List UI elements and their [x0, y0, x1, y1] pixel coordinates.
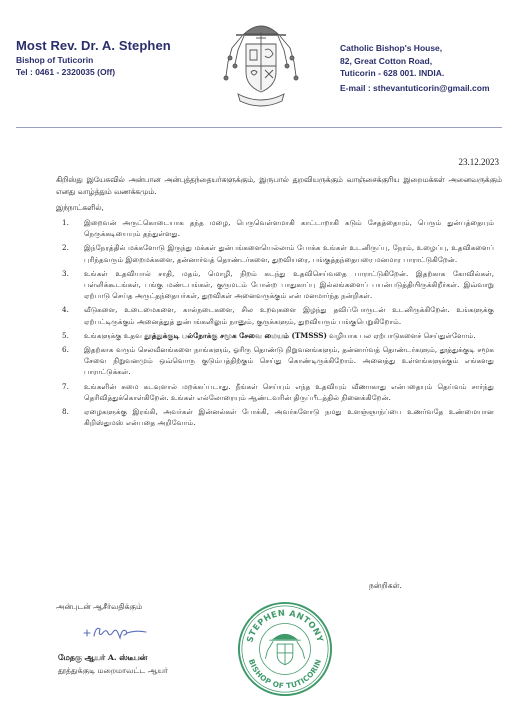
signer-name: மேதகு ஆயர் A. ஸ்டீபன் [58, 653, 148, 662]
list-item: 8. ஏழைகளுக்கு இரங்கி, அவர்கள் இன்னல்கள் போக்கி, அவர்களோடு நமது உளஞ்ஞாந்ப்பை உணர்வதே உண்மையான கிறிஸ்துமஸ் என்பதை அறிவோம். [62, 407, 494, 428]
list-item: 3. உங்கள் உதவியால் சாதி, மதம், மொழி, நிறம் கடந்து உதவிசெய்வதை பாராட்டுகிறேன். இதற்காக கோவில்கள், பள்ளிக்கூடங்கள், பங்கு மண்டபங்கள், குருமடம் போன்ற பாதுகாப்பு இல்லங்களைப் பயன்படுத்தியிருக்கிறீர்கள். இவ்வாறு ஏற்பாடு செய்த அருட்தந்தையர்கள், துறவிகள் அனைவருக்கும் என் மனமார்ந்த நன்றிகள். [62, 268, 494, 301]
telephone: Tel : 0461 - 2320035 (Off) [16, 67, 116, 77]
list-item: 1. இறைவன் அருட்கொடையாக தந்த மழை, பெருவெள்ளமாகி காட்டாறாகி கடும் சேதத்தையும், பெரும் துன்பத்தையும் நெருக்கடியையும் தந்துள்ளது. [62, 218, 494, 239]
list-item: 4. வீடுகளை, உடைமைகளை, கால்நடைகளை, சில உறவுகளை இழந்து தவிப்போருடன் உடனிருக்கிறேன். உங்களுக்கு ஏற்பட்டிருக்கும் அனைத்துத் துன்பங்களிலும் நானும், குருக்களும், துறவியரும் பங்குபெறுகிறோம். [62, 305, 494, 326]
address-line: Tuticorin - 628 001. INDIA. [340, 68, 445, 78]
letter-greeting: கிறிஸ்து இயேசுவில் அன்பான அன்புத்தந்தையர்களுக்கும், இருபால் துறவியருக்கும் வாஞ்சைக்குரிய இறைமக்கள் அனைவருக்கும் எனது வாழ்த்தும் வணக்கமும். [56, 175, 502, 196]
list-item: 2. இந்நேரத்தில் மக்களோடு இருந்து மக்கள் துன்பங்களையெல்லாம் போக்க உங்கள் உடனிருப்பு, நேரம், உழைப்பு, உதவிகளைப் புரிந்தவரும் இறைமக்களை, தன்னார்வத் தொண்டர்களை, துறவியரை, பங்குத்தந்தையரை மனமார பாராட்டுகிறேன். [62, 243, 494, 264]
letter-points [62, 217, 494, 431]
address-line: 82, Great Cotton Road, [340, 55, 433, 66]
seal-top-text: STEPHEN ANTONY [244, 607, 326, 644]
email: E-mail : sthevantuticorin@gmail.com [340, 82, 490, 93]
episcopal-crest-icon [222, 14, 300, 112]
seal-bottom-text: BISHOP OF TUTICORIN [246, 657, 324, 691]
bishop-name: Most Rev. Dr. A. Stephen [16, 38, 171, 53]
list-item: 5. உங்களுக்கு உதவ தூத்துக்குடி பல்நோக்கு சமூக சேவை மையம் (TMSSS) வழியாக பல ஏற்பாடுகளைச் செய்துள்ளோம். [62, 330, 476, 340]
letter-salutation: இந்நாட்களில், [56, 203, 104, 212]
header-divider [16, 127, 502, 128]
list-item: 7. உங்களின் சுமை கடவுளால் மறக்கப்படாது. நீங்கள் செய்யும் எந்த உதவியும் வீணாகாது என்பதையும் தெய்வம் சார்ந்து தெரிவித்துக்கொள்கிறேன். உங்கள் எல்லோரையும் ஆண்டவரின் திருப்பீடத்தில் நினைக்கிறேன். [62, 381, 494, 402]
list-item: 6. இதற்காக வரும் செலவீனங்களை நாங்களும், ஓரிரு தொண்டு நிறுவனங்களும், தன்னார்வத் தொண்டர்களும், தூத்துக்குடி சமூக சேவை நிறுவனமும் ஒவ்வொரு குடும்பத்திற்கும் செய்து கொண்டிருக்கிறோம். அனைத்து உள்ளங்களுக்கும் எங்களது பாராட்டுக்கள். [62, 345, 494, 377]
handwritten-signature-icon [80, 620, 150, 644]
letter-thanks: நன்றிகள். [369, 581, 402, 590]
bishop-subtitle: Bishop of Tuticorin [16, 55, 94, 65]
address-line: Catholic Bishop's House, [340, 43, 443, 53]
letterhead-left [16, 38, 216, 78]
letterhead-right [340, 42, 515, 94]
tmsss-name: தூத்துக்குடி பல்நோக்கு சமூக சேவை மையம் (TMSSS) [144, 330, 327, 340]
letter-closing: அன்புடன் ஆசீர்வதிக்கும் [56, 602, 143, 611]
signer-title: தூத்துக்குடி மறைமாவட்ட ஆயர் [58, 666, 168, 675]
letter-date: 23.12.2023 [458, 157, 499, 167]
bishop-seal-icon [236, 600, 334, 698]
